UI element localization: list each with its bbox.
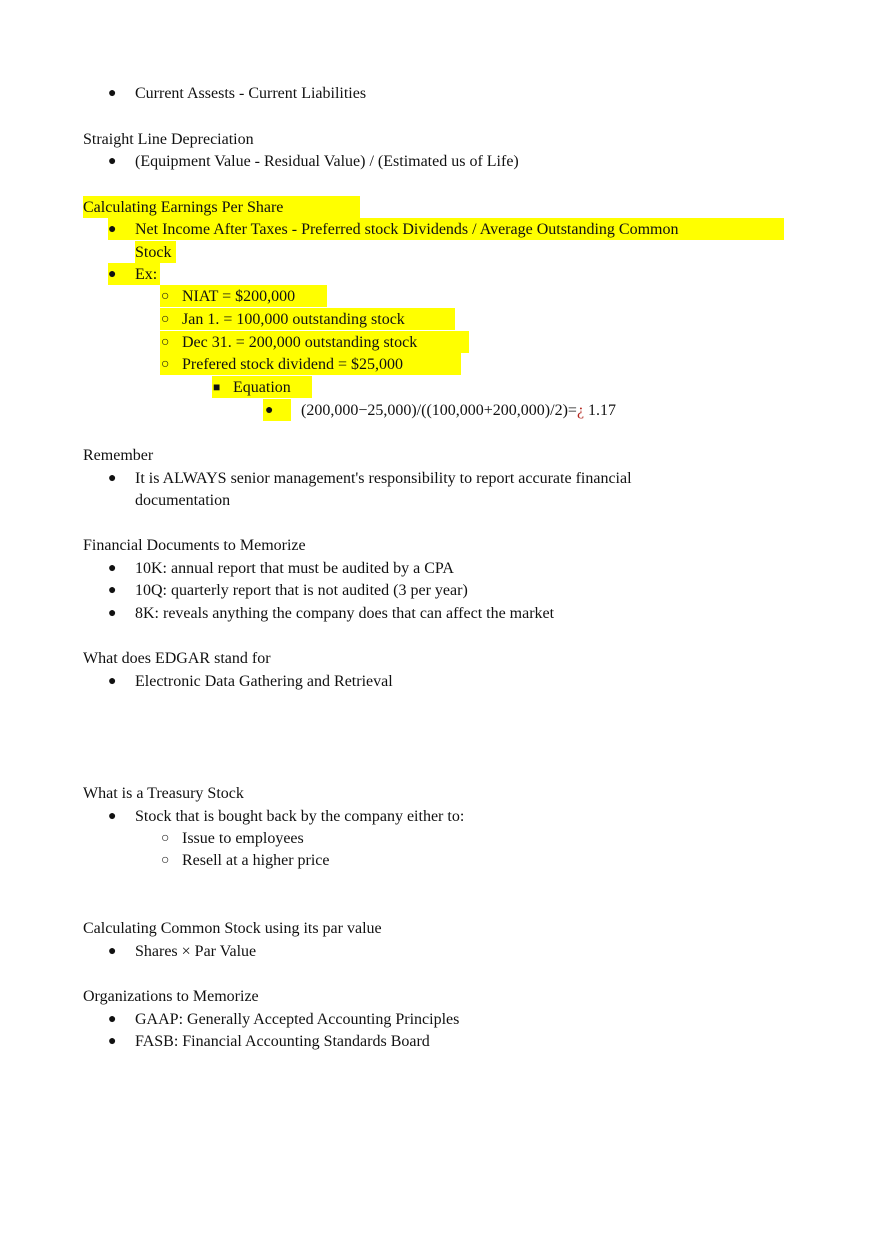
eps-formula-line-2: Stock xyxy=(135,244,172,261)
common-stock-heading: Calculating Common Stock using its par value xyxy=(83,920,382,937)
bullet-disc-icon: ● xyxy=(108,674,117,689)
bullet-disc-icon: ● xyxy=(108,154,117,169)
bullet-disc-icon: ● xyxy=(108,267,117,282)
bullet-circle-icon: ○ xyxy=(161,853,170,868)
treasury-subitem: Issue to employees xyxy=(182,830,304,847)
bullet-disc-icon: ● xyxy=(108,86,117,101)
bullet-circle-icon: ○ xyxy=(161,312,170,327)
financial-doc-item: 8K: reveals anything the company does that can affect the market xyxy=(135,605,555,622)
eps-formula-line-1: Net Income After Taxes - Preferred stock Dividends / Average Outstanding Common xyxy=(135,221,679,238)
depreciation-item: (Equipment Value - Residual Value) / (Estimated us of Life) xyxy=(135,153,519,170)
bullet-disc-icon: ● xyxy=(108,471,117,486)
bullet-circle-icon: ○ xyxy=(161,289,170,304)
equation-result: 1.17 xyxy=(588,402,617,419)
bullet-disc-icon: ● xyxy=(108,222,117,237)
bullet-circle-icon: ○ xyxy=(161,335,170,350)
equation-line xyxy=(301,399,616,422)
bullet-circle-icon: ○ xyxy=(161,831,170,846)
depreciation-heading: Straight Line Depreciation xyxy=(83,131,254,148)
bullet-circle-icon: ○ xyxy=(161,357,170,372)
bullet-disc-icon: ● xyxy=(265,403,274,418)
equation-symbol: ¿ xyxy=(576,402,585,419)
treasury-item: Stock that is bought back by the company either to: xyxy=(135,808,465,825)
bullet-disc-icon: ● xyxy=(108,1012,117,1027)
bullet-disc-icon: ● xyxy=(108,583,117,598)
organization-item: FASB: Financial Accounting Standards Board xyxy=(135,1033,430,1050)
eps-example-item: NIAT = $200,000 xyxy=(182,288,296,305)
eps-example-label: Ex: xyxy=(135,266,158,283)
bullet-disc-icon: ● xyxy=(108,606,117,621)
organization-item: GAAP: Generally Accepted Accounting Principles xyxy=(135,1011,460,1028)
common-stock-item: Shares × Par Value xyxy=(135,943,257,960)
equation-expression: (200,000−25,000)/((100,000+200,000)/2)= xyxy=(301,402,577,419)
bullet-disc-icon: ● xyxy=(108,561,117,576)
eps-heading: Calculating Earnings Per Share xyxy=(83,199,284,216)
financial-docs-heading: Financial Documents to Memorize xyxy=(83,537,306,554)
equation-label: Equation xyxy=(233,379,291,396)
bullet-square-icon: ■ xyxy=(213,380,221,394)
working-capital-item: Current Assests - Current Liabilities xyxy=(135,85,367,102)
eps-example-item: Jan 1. = 100,000 outstanding stock xyxy=(182,311,405,328)
bullet-disc-icon: ● xyxy=(108,1034,117,1049)
financial-doc-item: 10Q: quarterly report that is not audited (3 per year) xyxy=(135,582,468,599)
remember-line-2: documentation xyxy=(135,492,231,509)
treasury-subitem: Resell at a higher price xyxy=(182,852,330,869)
bullet-disc-icon: ● xyxy=(108,944,117,959)
bullet-disc-icon: ● xyxy=(108,809,117,824)
financial-doc-item: 10K: annual report that must be audited by a CPA xyxy=(135,560,454,577)
eps-example-item: Dec 31. = 200,000 outstanding stock xyxy=(182,334,418,351)
edgar-item: Electronic Data Gathering and Retrieval xyxy=(135,673,393,690)
edgar-heading: What does EDGAR stand for xyxy=(83,650,271,667)
treasury-heading: What is a Treasury Stock xyxy=(83,785,244,802)
remember-heading: Remember xyxy=(83,447,154,464)
remember-line-1: It is ALWAYS senior management's responsibility to report accurate financial xyxy=(135,470,632,487)
eps-example-item: Prefered stock dividend = $25,000 xyxy=(182,356,403,373)
organizations-heading: Organizations to Memorize xyxy=(83,988,259,1005)
